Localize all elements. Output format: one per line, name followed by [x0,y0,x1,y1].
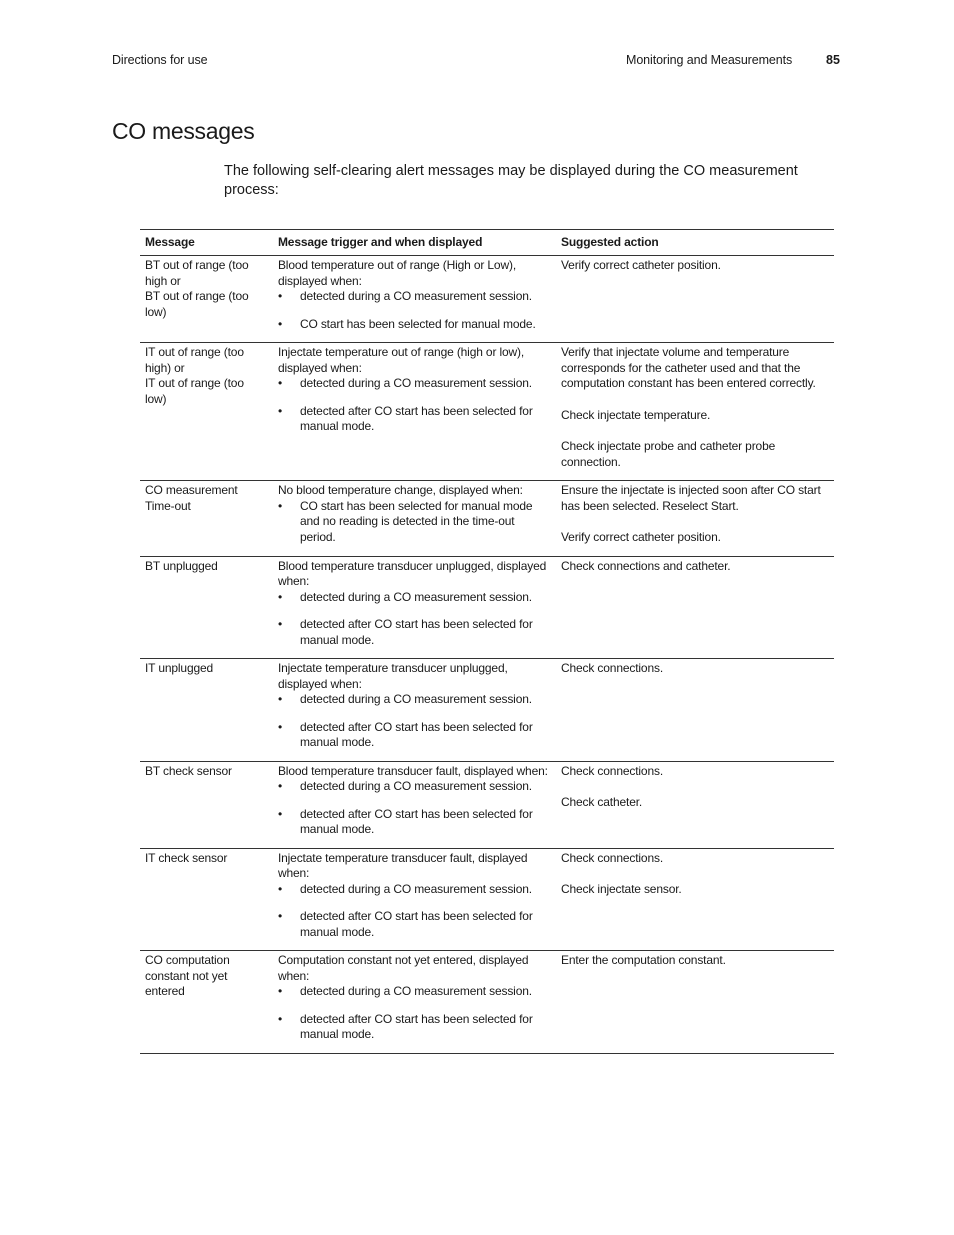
action-cell [556,556,834,659]
message-cell [140,256,273,343]
trigger-text: Injectate temperature transducer fault, displayed when: [277,850,528,880]
trigger-condition-list [278,692,551,751]
suggested-action-text: Check connections. [560,763,664,778]
bullet-icon: • [277,806,283,821]
trigger-text: Injectate temperature transducer unplugged, displayed when: [277,661,508,691]
list-item-text: detected after CO start has been selected for manual mode. [299,1011,533,1041]
trigger-text: Blood temperature out of range (High or Low), displayed when: [277,258,517,288]
message-cell [140,761,273,848]
message-text: BT check sensor [145,763,232,778]
bullet-icon: • [277,617,283,631]
suggested-action-text: Check injectate probe and catheter probe connection. [560,439,776,469]
bullet-icon: • [277,984,283,998]
list-item [278,882,551,898]
trigger-cell [273,848,556,951]
list-item-text: detected after CO start has been selected for manual mode. [299,719,533,749]
table-row [140,556,834,659]
trigger-text: Injectate temperature out of range (high or low), displayed when: [277,345,525,375]
bullet-icon: • [277,403,283,418]
table-row [140,761,834,848]
list-item-text: CO start has been selected for manual mode. [299,316,536,331]
trigger-text: No blood temperature change, displayed when: [277,483,523,497]
trigger-cell [273,481,556,557]
list-item [278,1012,551,1043]
list-item [278,289,551,305]
list-item-text: detected during a CO measurement session. [299,881,532,896]
list-item-text: detected during a CO measurement session. [299,289,532,303]
running-header-section: Monitoring and Measurements [626,53,793,67]
bullet-icon: • [277,881,283,896]
list-item-text: detected after CO start has been selected for manual mode. [299,617,533,647]
message-text: IT unplugged [145,661,214,675]
trigger-condition-list [278,984,551,1043]
list-item [278,692,551,708]
bullet-icon: • [277,692,283,706]
message-cell [140,481,273,557]
suggested-action-text: Check injectate sensor. [560,882,682,896]
message-text: IT out of range (too high) or [145,345,244,375]
table-body [140,256,834,1054]
trigger-condition-list [278,779,551,838]
suggested-action-text: Ensure the injectate is injected soon after CO start has been selected. Reselect Start. [560,483,821,513]
trigger-text: Computation constant not yet entered, displayed when: [277,953,529,983]
list-item [278,720,551,751]
suggested-action-text: Verify correct catheter position. [560,530,721,544]
list-item [278,404,551,435]
message-cell [140,659,273,762]
list-item-text: detected during a CO measurement session. [299,984,532,998]
trigger-cell [273,343,556,481]
trigger-condition-list [278,376,551,435]
list-item-text: detected during a CO measurement session. [299,376,532,390]
bullet-icon: • [277,376,283,390]
table-row [140,343,834,481]
column-header-trigger: Message trigger and when displayed [273,230,556,256]
list-item [278,617,551,648]
suggested-action-text: Check connections and catheter. [560,558,731,573]
column-header-message: Message [140,230,273,256]
action-cell [556,256,834,343]
list-item [278,499,551,546]
trigger-text: Blood temperature transducer fault, displayed when: [277,763,548,778]
bullet-icon: • [277,779,283,793]
running-header-left: Directions for use [112,53,208,67]
message-text: IT check sensor [145,850,228,865]
message-text: CO measurement Time-out [145,483,238,513]
trigger-cell [273,761,556,848]
suggested-action-text: Check injectate temperature. [560,407,711,422]
message-cell [140,848,273,951]
bullet-icon: • [277,589,283,604]
message-text: CO computation constant not yet entered [145,953,230,998]
bullet-icon: • [277,1011,283,1026]
message-cell [140,556,273,659]
action-cell [556,951,834,1054]
table-header-row [140,230,834,256]
message-text: IT out of range (too low) [145,376,244,406]
suggested-action-text: Verify that injectate volume and temperature corresponds for the catheter used and that the computation constant has been entered correctly. [560,345,816,390]
message-text: BT out of range (too high or [145,258,249,288]
trigger-cell [273,556,556,659]
trigger-condition-list [278,499,551,546]
suggested-action-text: Check connections. [560,661,664,675]
list-item-text: detected after CO start has been selected for manual mode. [299,806,533,836]
bullet-icon: • [277,909,283,923]
list-item [278,984,551,1000]
trigger-cell [273,951,556,1054]
suggested-action-text: Check catheter. [560,795,643,809]
table-row [140,848,834,951]
list-item-text: detected during a CO measurement session. [299,779,532,793]
trigger-text: Blood temperature transducer unplugged, displayed when: [277,558,547,588]
trigger-cell [273,659,556,762]
action-cell [556,848,834,951]
list-item-text: detected after CO start has been selected for manual mode. [299,909,533,939]
table-row [140,481,834,557]
message-cell [140,343,273,481]
list-item-text: detected during a CO measurement session. [299,692,532,706]
list-item [278,909,551,940]
intro-paragraph: The following self-clearing alert messages may be displayed during the CO measurement process: [224,163,798,198]
trigger-condition-list [278,882,551,941]
co-messages-table [140,229,834,1054]
page-title: CO messages [112,118,255,144]
list-item-text: detected after CO start has been selected for manual mode. [299,403,533,433]
action-cell [556,481,834,557]
list-item-text: CO start has been selected for manual mode and no reading is detected in the time-out period. [299,498,533,544]
list-item-text: detected during a CO measurement session. [299,589,532,604]
action-cell [556,659,834,762]
bullet-icon: • [277,316,283,331]
suggested-action-text: Verify correct catheter position. [560,258,721,272]
bullet-icon: • [277,719,283,734]
action-cell [556,761,834,848]
trigger-condition-list [278,590,551,649]
table-row [140,659,834,762]
bullet-icon: • [277,289,283,303]
list-item [278,807,551,838]
message-cell [140,951,273,1054]
suggested-action-text: Check connections. [560,850,664,865]
table-row [140,951,834,1054]
suggested-action-text: Enter the computation constant. [560,953,726,967]
message-text: BT unplugged [145,558,218,573]
trigger-cell [273,256,556,343]
list-item [278,317,551,333]
list-item [278,590,551,606]
list-item [278,376,551,392]
action-cell [556,343,834,481]
trigger-condition-list [278,289,551,332]
message-text: BT out of range (too low) [145,289,249,319]
column-header-action: Suggested action [556,230,834,256]
page-number: 85 [826,53,840,67]
bullet-icon: • [277,498,283,513]
list-item [278,779,551,795]
table-row [140,256,834,343]
